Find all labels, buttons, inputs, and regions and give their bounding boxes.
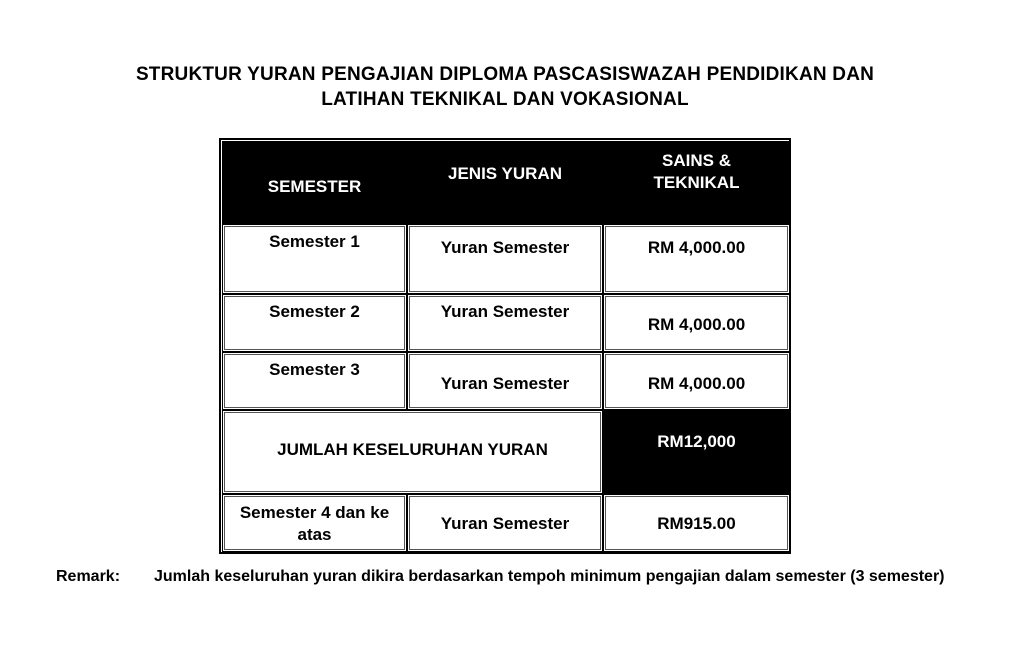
header-semester	[222, 141, 407, 224]
title-line-2: LATIHAN TEKNIKAL DAN VOKASIONAL	[321, 89, 689, 110]
header-sains-teknikal	[603, 141, 790, 224]
row-3-amount-value: RM 4,000.00	[647, 374, 746, 393]
total-label: JUMLAH KESELURUHAN YURAN	[277, 440, 548, 459]
header-semester-label: SEMESTER	[267, 177, 362, 196]
remark-label: Remark:	[56, 568, 121, 585]
row-1-amount	[603, 224, 790, 294]
row-1-semester-label: Semester 1	[269, 232, 360, 251]
row-3-semester-label: Semester 3	[269, 360, 360, 379]
row-3-amount	[603, 352, 790, 410]
row-2-semester-label: Semester 2	[269, 302, 360, 321]
header-sains-line-2: TEKNIKAL	[653, 173, 740, 192]
title-line-1: STRUKTUR YURAN PENGAJIAN DIPLOMA PASCASISWAZAH PENDIDIKAN DAN	[135, 64, 875, 85]
row-1-amount-value: RM 4,000.00	[647, 238, 746, 257]
row-3-semester	[222, 352, 407, 410]
header-jenis-yuran-label: JENIS YURAN	[448, 164, 562, 183]
remark-text: Jumlah keseluruhan yuran dikira berdasarkan tempoh minimum pengajian dalam semester (3 semester)	[154, 568, 945, 585]
row-2-amount	[603, 294, 790, 352]
row-4-jenis-label: Yuran Semester	[440, 514, 570, 533]
page-title	[0, 62, 1010, 112]
fee-structure-table	[219, 138, 791, 554]
row-4-semester-line-1: Semester 4 dan ke	[239, 503, 390, 522]
row-3-jenis	[407, 352, 603, 410]
row-2-jenis-label: Yuran Semester	[440, 302, 570, 321]
header-sains-line-1: SAINS &	[662, 151, 731, 170]
row-4-semester	[222, 494, 407, 552]
row-3-jenis-label: Yuran Semester	[440, 374, 570, 393]
row-4-amount	[603, 494, 790, 552]
total-amount-cell	[603, 410, 790, 494]
total-amount: RM12,000	[657, 432, 736, 451]
row-1-jenis-label: Yuran Semester	[440, 238, 570, 257]
total-label-cell	[222, 410, 603, 494]
row-2-amount-value: RM 4,000.00	[647, 315, 746, 334]
row-4-jenis	[407, 494, 603, 552]
row-4-semester-line-2: atas	[297, 525, 332, 544]
row-4-amount-value: RM915.00	[657, 514, 736, 533]
header-jenis-yuran	[407, 141, 603, 224]
row-1-semester	[222, 224, 407, 294]
row-1-jenis	[407, 224, 603, 294]
row-2-semester	[222, 294, 407, 352]
row-2-jenis	[407, 294, 603, 352]
